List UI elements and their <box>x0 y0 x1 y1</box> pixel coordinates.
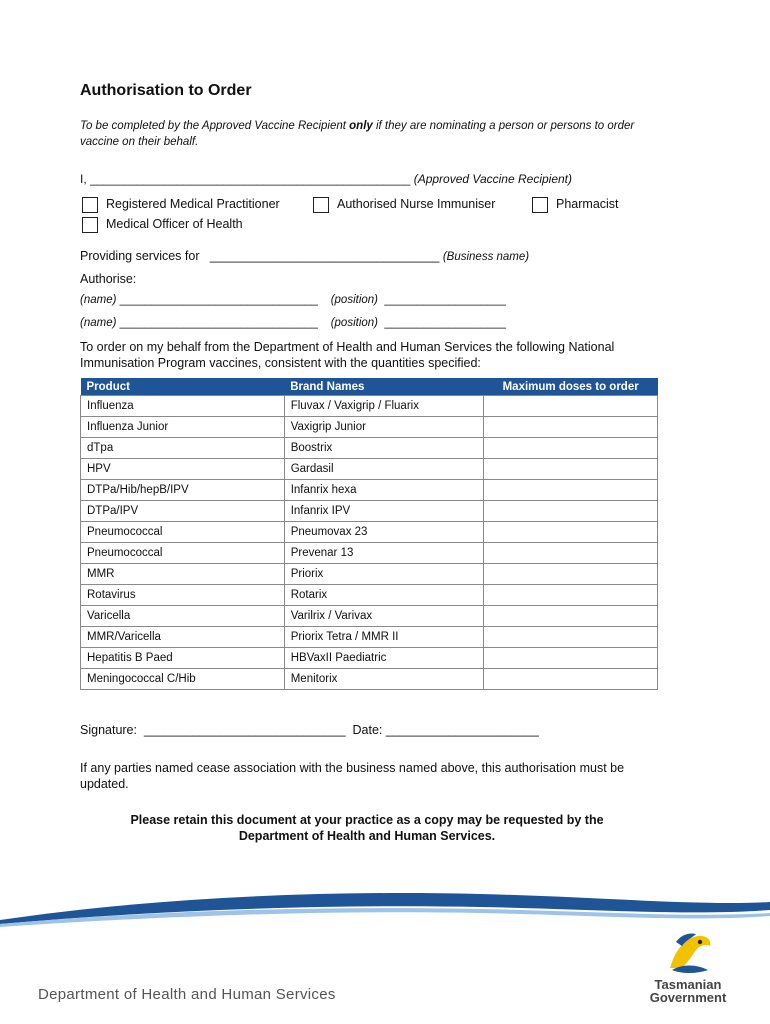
logo-line-1: Tasmanian <box>654 977 722 992</box>
table-row <box>81 648 658 669</box>
intro-emphasis: only <box>349 120 373 132</box>
max-doses-cell[interactable] <box>484 417 658 438</box>
brand-cell: Fluvax / Vaxigrip / Fluarix <box>284 396 484 417</box>
recipient-line <box>80 172 572 186</box>
brand-cell: Priorix Tetra / MMR II <box>284 627 484 648</box>
table-row <box>81 396 658 417</box>
name-label: (name) <box>80 317 117 329</box>
page-title: Authorisation to Order <box>80 82 252 99</box>
intro-before: To be completed by the Approved Vaccine Recipient <box>80 120 350 132</box>
table-row <box>81 585 658 606</box>
product-cell: Pneumococcal <box>81 543 285 564</box>
header-max-doses: Maximum doses to order <box>484 378 658 396</box>
product-cell: Influenza Junior <box>81 417 285 438</box>
table-row <box>81 606 658 627</box>
brand-cell: Boostrix <box>284 438 484 459</box>
product-cell: DTPa/IPV <box>81 501 285 522</box>
position-field[interactable]: ___________________ <box>384 294 506 306</box>
max-doses-cell[interactable] <box>484 606 658 627</box>
recipient-name-field[interactable]: ________________________________________________ <box>90 172 411 186</box>
business-name-field[interactable]: _________________________________ <box>209 249 440 263</box>
product-cell: Influenza <box>81 396 285 417</box>
max-doses-cell[interactable] <box>484 648 658 669</box>
table-row <box>81 522 658 543</box>
table-row <box>81 480 658 501</box>
signature-line <box>80 722 539 738</box>
max-doses-cell[interactable] <box>484 480 658 501</box>
retain-line-1: Please retain this document at your practice as a copy may be requested by the <box>130 813 604 827</box>
product-cell: Rotavirus <box>81 585 285 606</box>
authorise-row <box>80 317 506 329</box>
recipient-suffix: (Approved Vaccine Recipient) <box>413 172 573 186</box>
table-row <box>81 543 658 564</box>
providing-label: Providing services for <box>80 249 200 263</box>
logo-line-2: Government <box>649 990 727 1005</box>
product-cell: Meningococcal C/Hib <box>81 669 285 690</box>
product-cell: MMR/Varicella <box>81 627 285 648</box>
brand-cell: Pneumovax 23 <box>284 522 484 543</box>
max-doses-cell[interactable] <box>484 501 658 522</box>
product-cell: HPV <box>81 459 285 480</box>
name-label: (name) <box>80 294 117 306</box>
brand-cell: Infanrix hexa <box>284 480 484 501</box>
ani-checkbox[interactable] <box>313 197 329 213</box>
product-cell: DTPa/Hib/hepB/IPV <box>81 480 285 501</box>
brand-cell: HBVaxII Paediatric <box>284 648 484 669</box>
table-row <box>81 627 658 648</box>
max-doses-cell[interactable] <box>484 627 658 648</box>
max-doses-cell[interactable] <box>484 669 658 690</box>
brand-cell: Priorix <box>284 564 484 585</box>
position-label: (position) <box>330 294 379 306</box>
table-row <box>81 564 658 585</box>
rmp-label: Registered Medical Practitioner <box>106 197 280 211</box>
date-field[interactable]: ______________________ <box>385 723 539 737</box>
rmp-checkbox[interactable] <box>82 197 98 213</box>
brand-cell: Infanrix IPV <box>284 501 484 522</box>
pharmacist-checkbox[interactable] <box>532 197 548 213</box>
department-name: Department of Health and Human Services <box>38 986 336 1003</box>
brand-cell: Varilrix / Varivax <box>284 606 484 627</box>
providing-line <box>80 248 529 265</box>
order-text: To order on my behalf from the Department of Health and Human Services the following National Immunisation Program vaccines, consistent with the quantities specified: <box>80 340 615 370</box>
vaccine-table <box>80 378 658 690</box>
authorise-row <box>80 294 506 306</box>
max-doses-cell[interactable] <box>484 396 658 417</box>
table-row <box>81 417 658 438</box>
header-brand: Brand Names <box>284 378 484 396</box>
pharmacist-label: Pharmacist <box>556 197 619 211</box>
signature-field[interactable]: _____________________________ <box>143 723 346 737</box>
name-field[interactable]: _______________________________ <box>119 317 318 329</box>
product-cell: Varicella <box>81 606 285 627</box>
max-doses-cell[interactable] <box>484 522 658 543</box>
table-row <box>81 501 658 522</box>
product-cell: Pneumococcal <box>81 522 285 543</box>
position-field[interactable]: ___________________ <box>384 317 506 329</box>
product-cell: dTpa <box>81 438 285 459</box>
ani-label: Authorised Nurse Immuniser <box>337 197 496 211</box>
intro-after: if they are nominating a person or persons to order vaccine on their behalf. <box>80 120 635 148</box>
name-field[interactable]: _______________________________ <box>119 294 318 306</box>
recipient-prefix: I, <box>80 172 87 186</box>
max-doses-cell[interactable] <box>484 543 658 564</box>
table-row <box>81 438 658 459</box>
max-doses-cell[interactable] <box>484 438 658 459</box>
date-label: Date: <box>352 723 383 737</box>
tasmanian-government-logo <box>640 978 736 1004</box>
max-doses-cell[interactable] <box>484 459 658 480</box>
product-cell: MMR <box>81 564 285 585</box>
signature-label: Signature: <box>80 723 137 737</box>
retain-notice <box>80 812 654 844</box>
intro-text <box>80 118 650 150</box>
moh-label: Medical Officer of Health <box>106 217 243 231</box>
brand-cell: Rotarix <box>284 585 484 606</box>
brand-cell: Prevenar 13 <box>284 543 484 564</box>
tasmanian-devil-logo-icon <box>662 928 716 976</box>
notice-text: If any parties named cease association with the business named above, this authorisation must be updated. <box>80 761 625 791</box>
max-doses-cell[interactable] <box>484 585 658 606</box>
footer-swoosh <box>0 880 770 950</box>
table-row <box>81 669 658 690</box>
retain-line-2: Department of Health and Human Services. <box>238 829 496 843</box>
business-name-suffix: (Business name) <box>442 251 530 263</box>
position-label: (position) <box>330 317 379 329</box>
brand-cell: Vaxigrip Junior <box>284 417 484 438</box>
authorise-label: Authorise: <box>80 272 137 286</box>
table-row <box>81 459 658 480</box>
product-cell: Hepatitis B Paed <box>81 648 285 669</box>
moh-checkbox[interactable] <box>82 217 98 233</box>
table-header-row <box>81 378 658 396</box>
brand-cell: Menitorix <box>284 669 484 690</box>
brand-cell: Gardasil <box>284 459 484 480</box>
header-product: Product <box>81 378 285 396</box>
max-doses-cell[interactable] <box>484 564 658 585</box>
